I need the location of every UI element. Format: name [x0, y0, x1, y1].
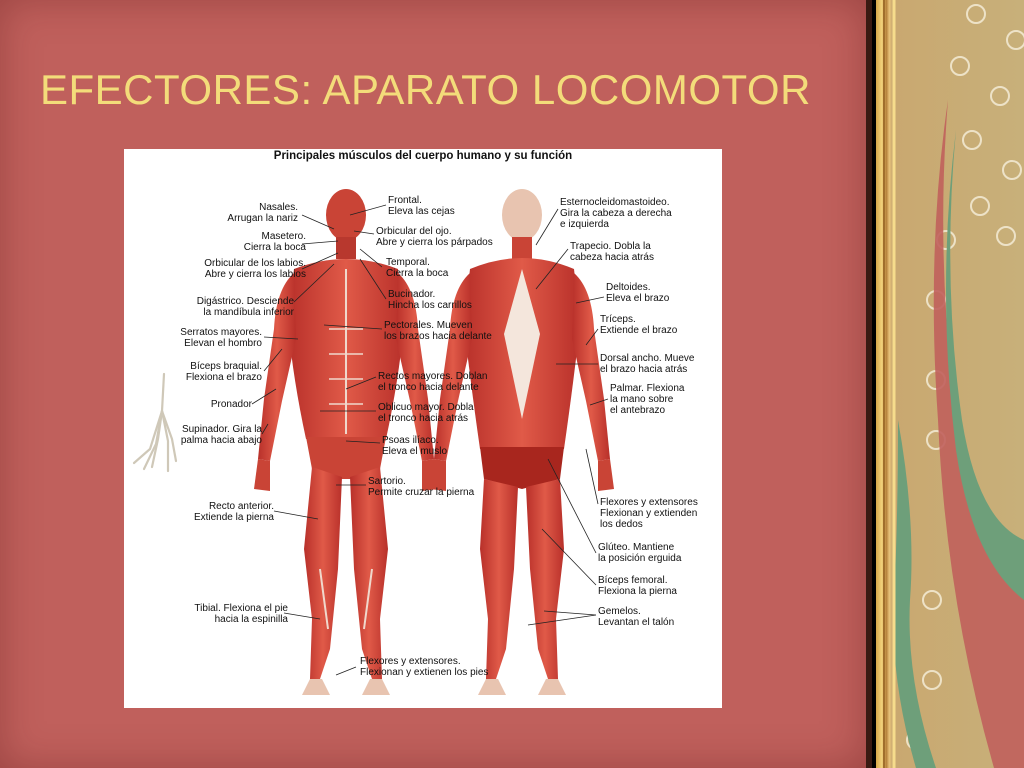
- back-body: [430, 189, 614, 695]
- label-pectorales: Pectorales. Mueven los brazos hacia delante: [384, 320, 492, 342]
- label-orbicular-ojo: Orbicular del ojo. Abre y cierra los párpados: [376, 226, 493, 248]
- label-psoas: Psoas ilíaco. Eleva el muslo: [382, 435, 448, 457]
- label-digastrico: Digástrico. Desciende la mandíbula inferior: [196, 296, 294, 318]
- label-bucinador: Bucinador. Hincha los carrillos: [388, 289, 472, 311]
- label-serratos: Serratos mayores. Elevan el hombro: [180, 327, 262, 349]
- figure-title: Principales músculos del cuerpo humano y su función: [273, 150, 573, 162]
- label-palmar: Palmar. Flexiona la mano sobre el antebrazo: [610, 383, 685, 416]
- label-oblicuo-mayor: Oblicuo mayor. Dobla el tronco hacia atrás: [378, 402, 474, 424]
- muscle-figure: [124, 149, 722, 708]
- label-biceps-braquial: Bíceps braquial. Flexiona el brazo: [185, 361, 262, 383]
- label-tibial: Tibial. Flexiona el pie hacia la espinilla: [194, 603, 288, 625]
- label-trapecio: Trapecio. Dobla la cabeza hacia atrás: [570, 241, 654, 263]
- label-supinador: Supinador. Gira la palma hacia abajo: [180, 424, 262, 446]
- label-gemelos: Gemelos. Levantan el talón: [598, 606, 675, 628]
- label-pronador: Pronador: [210, 399, 252, 410]
- label-deltoides: Deltoides. Eleva el brazo: [606, 282, 670, 304]
- label-recto-anterior: Recto anterior. Extiende la pierna: [193, 501, 274, 523]
- label-biceps-femoral: Bíceps femoral. Flexiona la pierna: [598, 575, 677, 597]
- decorative-frame: [876, 0, 1024, 768]
- label-flexores-dedos: Flexores y extensores Flexionan y extienden los dedos: [600, 497, 698, 530]
- label-masetero: Masetero. Cierra la boca: [243, 231, 306, 253]
- label-nasales: Nasales. Arrugan la nariz: [227, 202, 298, 224]
- label-frontal: Frontal. Eleva las cejas: [388, 195, 455, 217]
- label-gluteo: Glúteo. Mantiene la posición erguida: [598, 542, 682, 564]
- label-triceps: Tríceps. Extiende el brazo: [600, 314, 678, 336]
- label-temporal: Temporal. Cierra la boca: [386, 257, 449, 279]
- skeletal-hand: [134, 374, 176, 471]
- label-sartorio: Sartorio. Permite cruzar la pierna: [368, 476, 475, 498]
- label-esternocleidomastoideo: Esternocleidomastoideo. Gira la cabeza a derecha e izquierda: [560, 197, 672, 230]
- slide-title: EFECTORES: APARATO LOCOMOTOR: [40, 66, 811, 113]
- label-orbicular-labios: Orbicular de los labios. Abre y cierra los labios: [204, 258, 306, 280]
- label-rectos-mayores: Rectos mayores. Doblan el tronco hacia delante: [378, 371, 488, 393]
- floral-pattern: [876, 0, 1024, 768]
- label-flexores-pies: Flexores y extensores. Flexionan y extienen los pies: [360, 656, 489, 678]
- label-dorsal-ancho: Dorsal ancho. Mueve el brazo hacia atrás: [600, 353, 695, 375]
